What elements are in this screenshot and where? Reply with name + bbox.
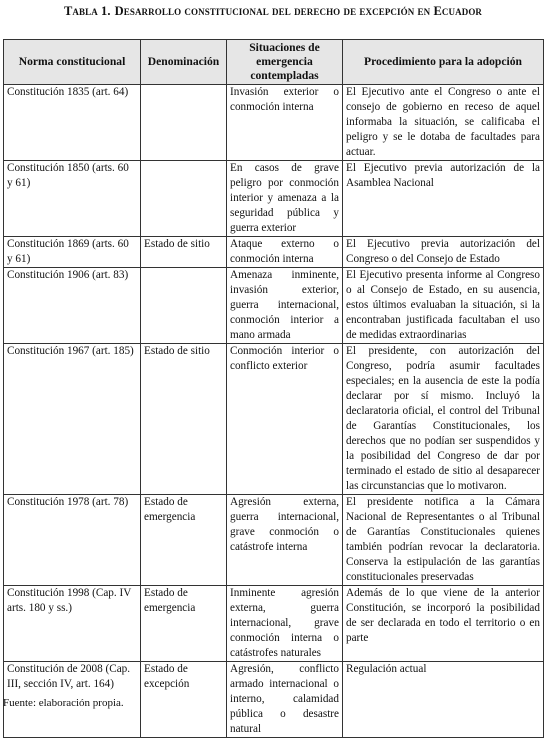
cell-denominacion: Estado de emergencia (141, 586, 227, 662)
header-procedimiento: Procedimiento para la adopción (343, 40, 544, 85)
table-title-text: Desarrollo constitucional del derecho de excepción en Ecuador (114, 4, 483, 18)
cell-procedimiento: El Ejecutivo ante el Congreso o ante el consejo de gobierno en receso de aquel informaba la situación, se calificaba el peligro y se le dotaba de facultades para actuar. (343, 85, 544, 161)
table-header-row (4, 40, 544, 85)
cell-norma: Constitución 1835 (art. 64) (4, 85, 141, 161)
cell-denominacion: Estado de excepción (141, 662, 227, 738)
cell-denominacion: Estado de emergencia (141, 495, 227, 586)
cell-procedimiento: El presidente notifica a la Cámara Nacional de Representantes o al Tribunal de Garantías Constitucionales quienes también podrían revocar la declaratoria. Conserva la estipulación de las garantías constitucionales preservadas (343, 495, 544, 586)
cell-situaciones: En casos de grave peligro por conmoción interior y amenaza a la seguridad pública y guerra exterior (227, 161, 343, 237)
cell-norma: Constitución 1967 (art. 185) (4, 344, 141, 495)
cell-procedimiento: Además de lo que viene de la anterior Constitución, se incorporó la posibilidad de ser declarada en todo el territorio o en parte (343, 586, 544, 662)
cell-norma: Constitución 1850 (arts. 60 y 61) (4, 161, 141, 237)
cell-situaciones: Ataque externo o conmoción interna (227, 237, 343, 268)
cell-denominacion: Estado de sitio (141, 344, 227, 495)
header-situaciones: Situaciones de emergencia contempladas (227, 40, 343, 85)
cell-denominacion: Estado de sitio (141, 237, 227, 268)
cell-norma: Constitución 1978 (art. 78) (4, 495, 141, 586)
cell-procedimiento: Regulación actual (343, 662, 544, 738)
table-title (0, 4, 546, 19)
table-row (4, 161, 544, 237)
cell-situaciones: Agresión, conflicto armado internacional o interno, calamidad pública o desastre natural (227, 662, 343, 738)
source-footnote: Fuente: elaboración propia. (3, 697, 124, 709)
header-denominacion: Denominación (141, 40, 227, 85)
cell-procedimiento: El presidente, con autorización del Congreso, podría asumir facultades especiales; en la ausencia de este la podía declarar por sí mismo. Incluyó la declaratoria oficial, el control del Tribunal de Garantías Constitucionales, los derechos que no podían ser suspendidos y la posibilidad del Congreso de dar por terminado el estado de sitio al desaparecer las circunstancias que lo motivaron. (343, 344, 544, 495)
cell-situaciones: Amenaza inminente, invasión exterior, guerra internacional, conmoción interior a mano armada (227, 268, 343, 344)
table-row (4, 495, 544, 586)
cell-procedimiento: El Ejecutivo presenta informe al Congreso o al Consejo de Estado, en su ausencia, estos últimos evaluaban la situación, si la encontraban justificada facultaban el uso de medidas extraordinarias (343, 268, 544, 344)
header-norma: Norma constitucional (4, 40, 141, 85)
cell-denominacion (141, 268, 227, 344)
cell-procedimiento: El Ejecutivo previa autorización del Congreso o del Consejo de Estado (343, 237, 544, 268)
table-row (4, 268, 544, 344)
cell-situaciones: Invasión exterior o conmoción interna (227, 85, 343, 161)
constitutional-table (3, 39, 544, 738)
cell-norma: Constitución 1998 (Cap. IV arts. 180 y ss.) (4, 586, 141, 662)
cell-situaciones: Agresión externa, guerra internacional, grave conmoción o catástrofe interna (227, 495, 343, 586)
cell-norma: Constitución 1906 (art. 83) (4, 268, 141, 344)
cell-situaciones: Conmoción interior o conflicto exterior (227, 344, 343, 495)
cell-denominacion (141, 85, 227, 161)
cell-procedimiento: El Ejecutivo previa autorización de la Asamblea Nacional (343, 161, 544, 237)
cell-norma: Constitución de 2008 (Cap. III, sección IV, art. 164) (4, 662, 141, 738)
cell-denominacion (141, 161, 227, 237)
table-title-label: Tabla 1. (63, 4, 111, 18)
table-row (4, 344, 544, 495)
table-row (4, 586, 544, 662)
cell-norma: Constitución 1869 (arts. 60 y 61) (4, 237, 141, 268)
cell-situaciones: Inminente agresión externa, guerra internacional, grave conmoción interna o catástrofes naturales (227, 586, 343, 662)
table-row (4, 85, 544, 161)
table-row (4, 237, 544, 268)
